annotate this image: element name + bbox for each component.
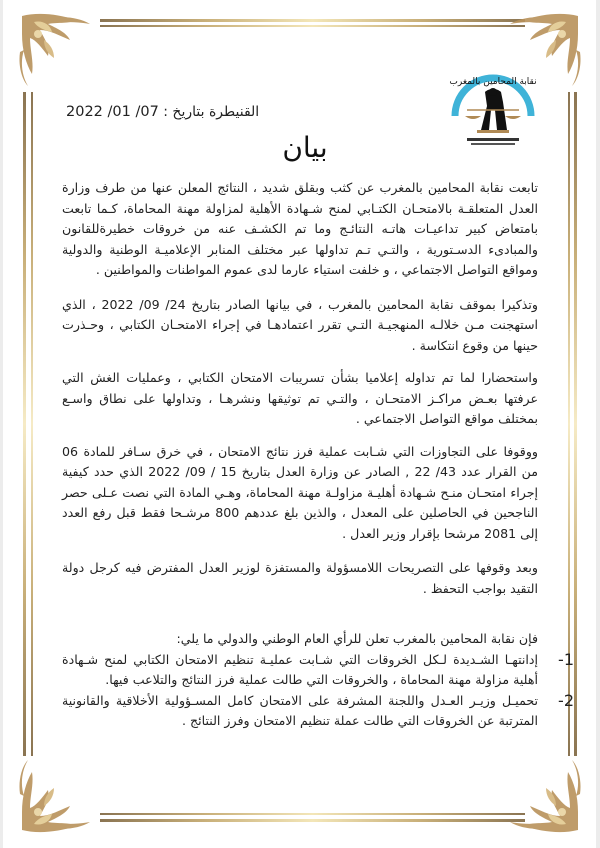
border-top-inner: [100, 25, 525, 27]
ornament-icon: [506, 756, 586, 836]
border-left-outer: [23, 92, 26, 756]
list-marker: -1: [558, 649, 574, 669]
paragraph: وتذكيرا بموقف نقابة المحامين بالمغرب ، في بيانها الصادر بتاريخ 24/ 09/ 2022 ، الذي استهجنت مـن خلالـه المنهجيـة التـي تقرر اعتمادهـا في إجراء الامتحـان الكتابي ، وحـذرت حينها من وقوع انتكاسة .: [62, 296, 538, 353]
document-date: [66, 104, 259, 120]
border-top-outer: [100, 19, 525, 22]
date-value: 2022 /01 /07: [66, 104, 159, 120]
corner-ornament-bottom-right: [506, 756, 586, 836]
list-marker: -2: [558, 690, 574, 710]
corner-ornament-top-left: [14, 10, 94, 90]
list-item: [62, 690, 574, 732]
declaration-list: [62, 649, 574, 732]
paragraph: تابعت نقابة المحامين بالمغرب عن كثب وبقلق شديد ، النتائج المعلن عنها من طرف وزارة العدل المتعلقـة بالامتحـان الكتـابي لمنح شـهادة الأهلية لمزاولة مهنة المحاماة، كـما تابعت بامتعاض كبير تداعيـات هاتـه النتائـج وما تم الكشـف عنه من خروقات خطيرةللقانون والمبادىء الدسـتورية ، والتـي تـم تداولها عبر مختلف المنابر الإعلاميـة الوطنية والدولية ومواقع التواصل الاجتماعي ، و خلفت استياء عارما لدى عموم المواطنات والمواطنين .: [62, 180, 538, 277]
border-bottom-outer: [100, 819, 525, 822]
paragraph: وبعد وقوفها على التصريحات اللامسؤولة والمستفزة لوزير العدل المفترض فيه كرجل دولة التقيد بواجب التحفظ .: [62, 560, 538, 596]
document-title: بيان: [282, 131, 328, 164]
border-bottom-inner: [100, 813, 525, 815]
list-item: [62, 649, 574, 691]
border-right-outer: [574, 92, 577, 756]
date-label: القنيطرة بتاريخ :: [163, 104, 260, 120]
list-item-text: تحميـل وزيـر العـدل واللجنة المشرفة على الامتحان كامل المسـؤولية الأخلاقية والقانونية المترتبة عن الخروقات التي طالت عملة تنظيم الامتحان وفرز النتائج .: [62, 692, 538, 728]
statement-body: [62, 178, 574, 732]
paragraph: ووقوفا على التجاوزات التي شـابت عملية فرز نتائج الامتحان ، في خرق سـافر للمادة 06 من القرار عدد 43/ 22 , الصادر عن وزارة العدل بتاريخ 15 / 09/ 2022 الذي حدد كيفية إجراء امتحـان منـح شـهادة أهليـة مزاولـة مهنة المحاماة، وهـي المادة التي نصت عـلى حصر الناجحين في الحاصلين على المعدل ، والذين بلغ عددهم 800 مرشـحا فقط قبل رفع العدد إلى 2081 مرشحا بإقرار وزير العدل .: [62, 443, 539, 541]
border-left-inner: [31, 92, 33, 756]
corner-ornament-bottom-left: [14, 756, 94, 836]
list-item-text: إدانتهـا الشـديدة لـكل الخروقات التي شـابت عمليـة تنظيم الامتحان الكتابي لمنح شـهادة أهلية مزاولة مهنة المحاماة ، والخروقات التي طالت عملية فرز النتائج والتلاعب فيها.: [62, 651, 538, 687]
declaration-intro: فإن نقابة المحامين بالمغرب تعلن للرأي العام الوطني والدولي ما يلي:: [176, 631, 538, 646]
svg-text:نقابة المحامين بالمغرب: نقابة المحامين بالمغرب: [449, 77, 537, 87]
paragraph: واستحضارا لما تم تداوله إعلاميا بشأن تسريبات الامتحان الكتابي ، وعمليات الغش التي عرفتها بعـض مراكـز الامتحـان ، والتـي تم توثيقها ونشرهـا ، وتداولها على نطاق واسـع بمختلف مواقع التواصل الاجتماعي .: [62, 370, 538, 426]
ornament-icon: [14, 756, 94, 836]
ornament-icon: [14, 10, 94, 90]
